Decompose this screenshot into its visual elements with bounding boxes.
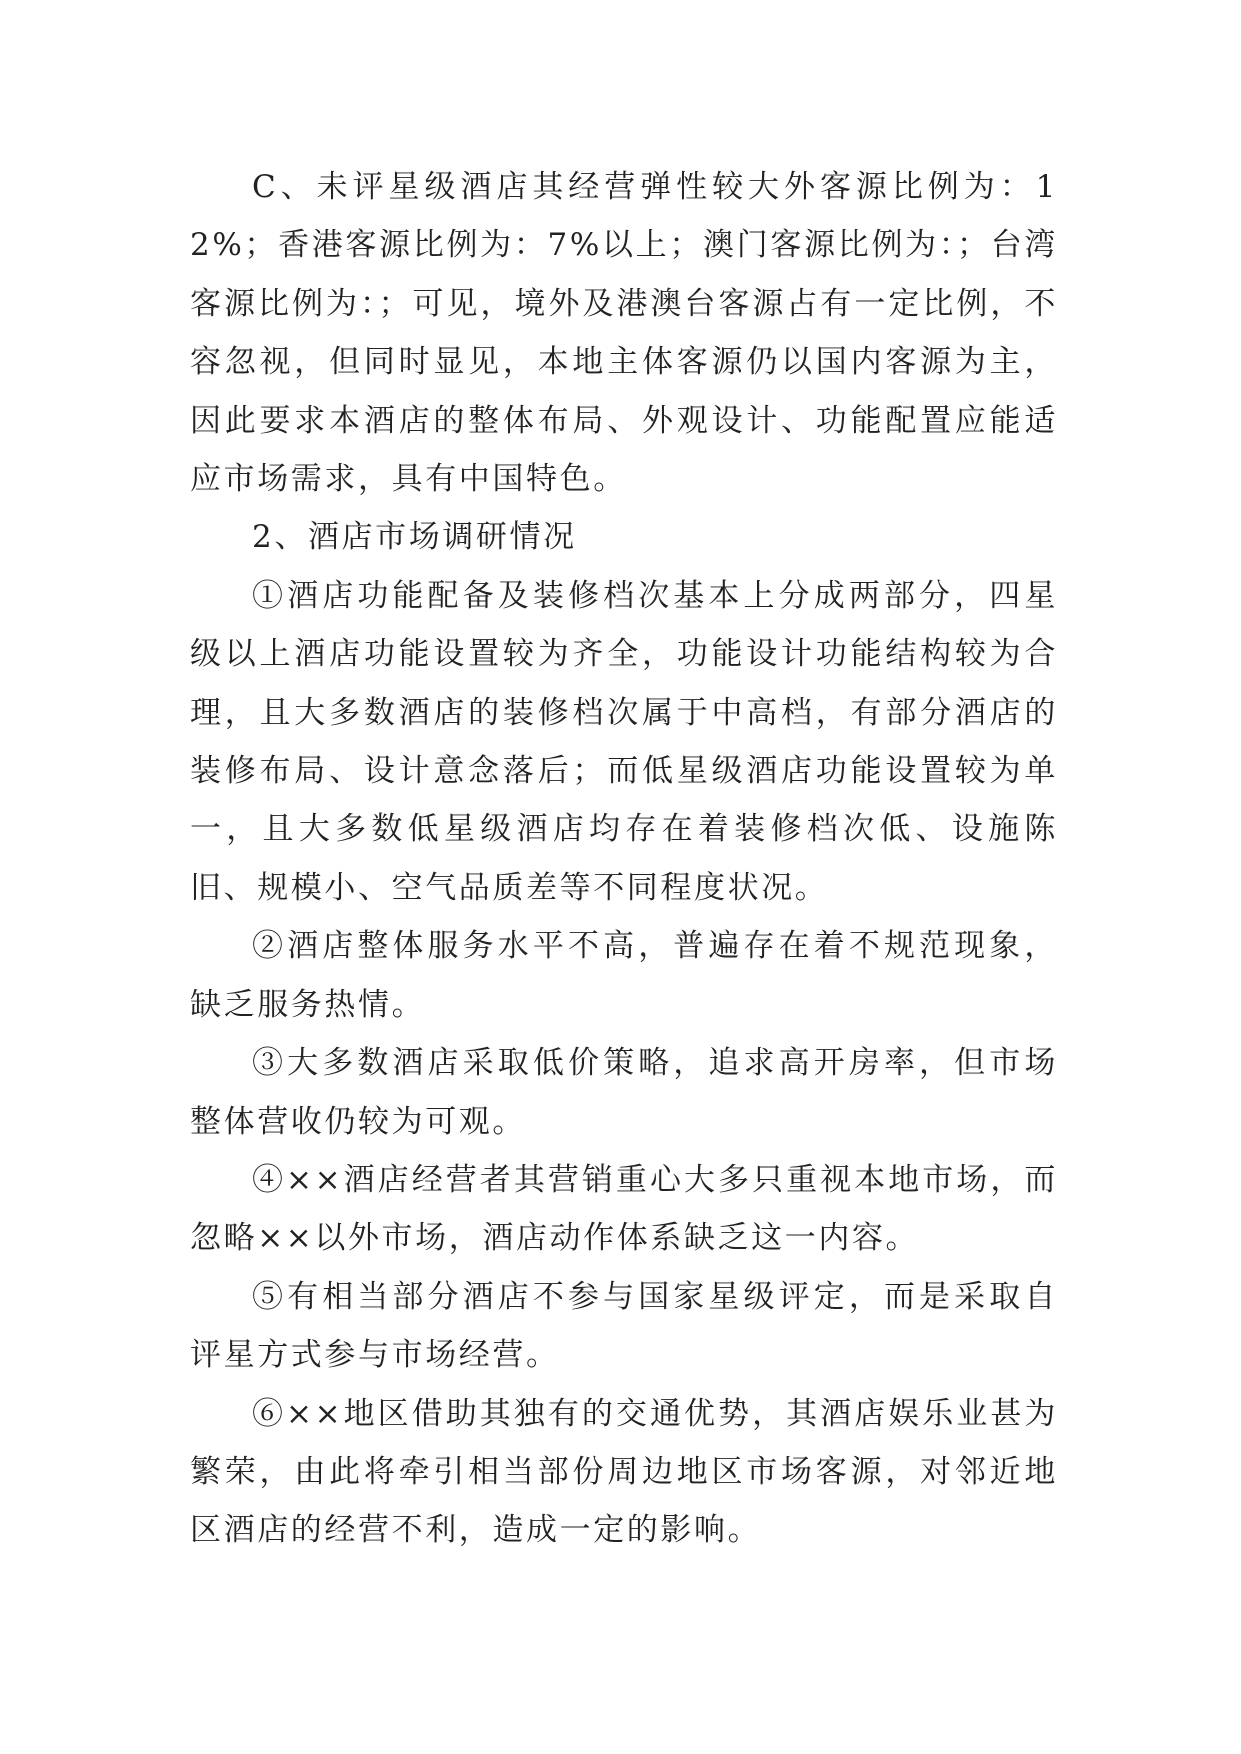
paragraph-item-5: ⑤有相当部分酒店不参与国家星级评定，而是采取自评星方式参与市场经营。 bbox=[190, 1278, 1058, 1374]
section-heading-market-research: 2、酒店市场调研情况 bbox=[252, 519, 577, 556]
paragraph-item-2: ②酒店整体服务水平不高，普遍存在着不规范现象，缺乏服务热情。 bbox=[190, 928, 1058, 1023]
paragraph-item-4: ④××酒店经营者其营销重心大多只重视本地市场，而忽略××以外市场，酒店动作体系缺乏这一内容。 bbox=[190, 1161, 1058, 1257]
paragraph-item-3: ③大多数酒店采取低价策略，追求高开房率，但市场整体营收仍较为可观。 bbox=[190, 1045, 1058, 1140]
document-body bbox=[190, 158, 1058, 1560]
paragraph-guest-source-ratio: C、未评星级酒店其经营弹性较大外客源比例为：12%；香港客源比例为：7%以上；澳门客源比例为：；台湾客源比例为：；可见，境外及港澳台客源占有一定比例，不容忽视，但同时显见，本地主体客源仍以国内客源为主，因此要求本酒店的整体布局、外观设计、功能配置应能适应市场需求，具有中国特色。 bbox=[190, 169, 1058, 498]
paragraph-item-6: ⑥××地区借助其独有的交通优势，其酒店娱乐业甚为繁荣，由此将牵引相当部份周边地区市场客源，对邻近地区酒店的经营不利，造成一定的影响。 bbox=[190, 1395, 1058, 1549]
paragraph-item-1: ①酒店功能配备及装修档次基本上分成两部分，四星级以上酒店功能设置较为齐全，功能设计功能结构较为合理，且大多数酒店的装修档次属于中高档，有部分酒店的装修布局、设计意念落后；而低星级酒店功能设置较为单一，且大多数低星级酒店均存在着装修档次低、设施陈旧、规模小、空气品质差等不同程度状况。 bbox=[190, 577, 1058, 906]
